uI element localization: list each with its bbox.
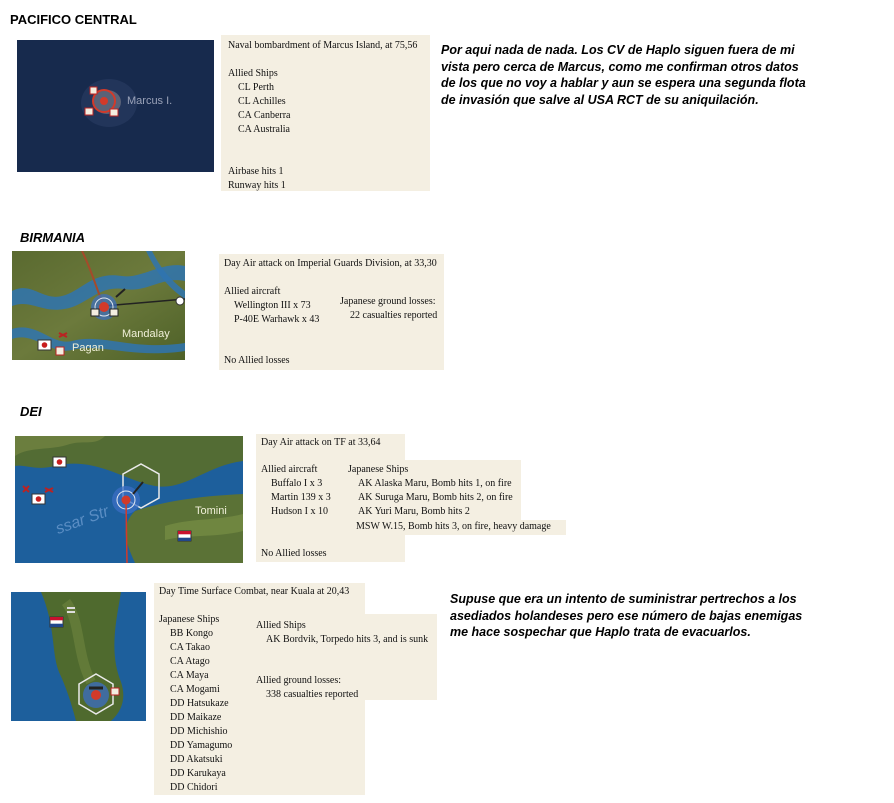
combat-report-burma [219,254,444,370]
map-label-mandalay: Mandalay [122,328,170,340]
japanese-ships-panel [345,460,521,522]
japanese-ship: DD Michishio [170,726,228,737]
losses-title: Allied ground losses: [256,675,341,686]
japanese-ship: DD Yamagumo [170,740,233,751]
japanese-ship: MSW W.15, Bomb hits 3, on fire, heavy damage [356,521,551,532]
report-footer: No Allied losses [224,355,290,366]
base-marker-icon [90,87,97,94]
report-header: Day Air attack on Imperial Guards Division, at 33,30 [224,258,437,269]
allied-aircraft: Hudson I x 10 [271,506,328,517]
section-title-pacifico: PACIFICO CENTRAL [10,12,137,27]
japanese-ship-row [352,520,566,535]
map-label-pagan: Pagan [72,342,104,354]
japanese-ship: AK Alaska Maru, Bomb hits 1, on fire [358,478,512,489]
allied-ship: CA Australia [238,124,290,135]
japanese-ship: BB Kongo [170,628,214,639]
report-header: Day Time Surface Combat, near Kuala at 20,43 [159,586,350,597]
japanese-ships-title: Japanese Ships [348,464,409,475]
allied-losses-panel [252,614,437,700]
losses-line: 338 casualties reported [266,689,359,700]
unit-marker-icon [85,108,93,115]
allied-aircraft-title: Allied aircraft [224,286,281,297]
allied-ships-title: Allied Ships [256,620,306,631]
allied-aircraft: P-40E Warhawk x 43 [234,314,320,325]
map-kuala[interactable] [11,592,146,721]
japanese-ship: CA Takao [170,642,210,653]
section-title-dei: DEI [20,404,42,419]
allied-aircraft: Buffalo I x 3 [271,478,323,489]
map-burma[interactable] [12,251,185,360]
japanese-ship: CA Maya [170,670,209,681]
map-label-strait: ssar Str [53,503,112,538]
commentary-pacifico: Por aqui nada de nada. Los CV de Haplo siguen fuera de mi vista pero cerca de Marcus, como me confirman otros datos de los que no voy a hablar y aun se espera una segunda flota de invasión que salve al USA RCT de su aniquilación. [441,43,806,107]
map-marcus[interactable] [17,40,214,172]
allied-aircraft: Martin 139 x 3 [271,492,331,503]
report-header: Day Air attack on TF at 33,64 [261,437,381,448]
japanese-ship: DD Akatsuki [170,754,223,765]
section-title-birmania: BIRMANIA [20,230,85,245]
combat-report-marcus [221,35,430,191]
result-line: Runway hits 1 [228,180,286,191]
unit-marker-icon [110,109,118,116]
allied-aircraft: Wellington III x 73 [234,300,311,311]
allied-ship: CL Perth [238,82,275,93]
losses-line: 22 casualties reported [350,310,438,321]
allied-ships-title: Allied Ships [228,68,278,79]
allied-ship: AK Bordvik, Torpedo hits 3, and is sunk [266,634,429,645]
japanese-ship: AK Yuri Maru, Bomb hits 2 [358,506,470,517]
japanese-ships-title: Japanese Ships [159,614,220,625]
map-dei[interactable] [15,436,243,563]
japanese-ship: CA Atago [170,656,210,667]
report-footer: No Allied losses [261,548,327,559]
commentary-kuala: Supuse que era un intento de suministrar pertrechos a los asediados holandeses pero ese número de bajas enemigas me hace sospechar que Haplo trata de evacuarlos. [450,592,803,639]
allied-aircraft-title: Allied aircraft [261,464,318,475]
allied-ship: CA Canberra [238,110,291,121]
japanese-ship: AK Suruga Maru, Bomb hits 2, on fire [358,492,513,503]
result-line: Airbase hits 1 [228,166,284,177]
japanese-ship: DD Chidori [170,782,218,793]
japanese-ship: DD Maikaze [170,712,222,723]
allied-ship: CL Achilles [238,96,286,107]
report-header: Naval bombardment of Marcus Island, at 75,56 [228,40,418,51]
losses-title: Japanese ground losses: [340,296,436,307]
japanese-ship: DD Karukaya [170,768,226,779]
map-label-tomini: Tomini [195,505,227,517]
japanese-ship: CA Mogami [170,684,220,695]
japanese-ship: DD Hatsukaze [170,698,229,709]
map-label-marcus: Marcus I. [127,95,173,107]
